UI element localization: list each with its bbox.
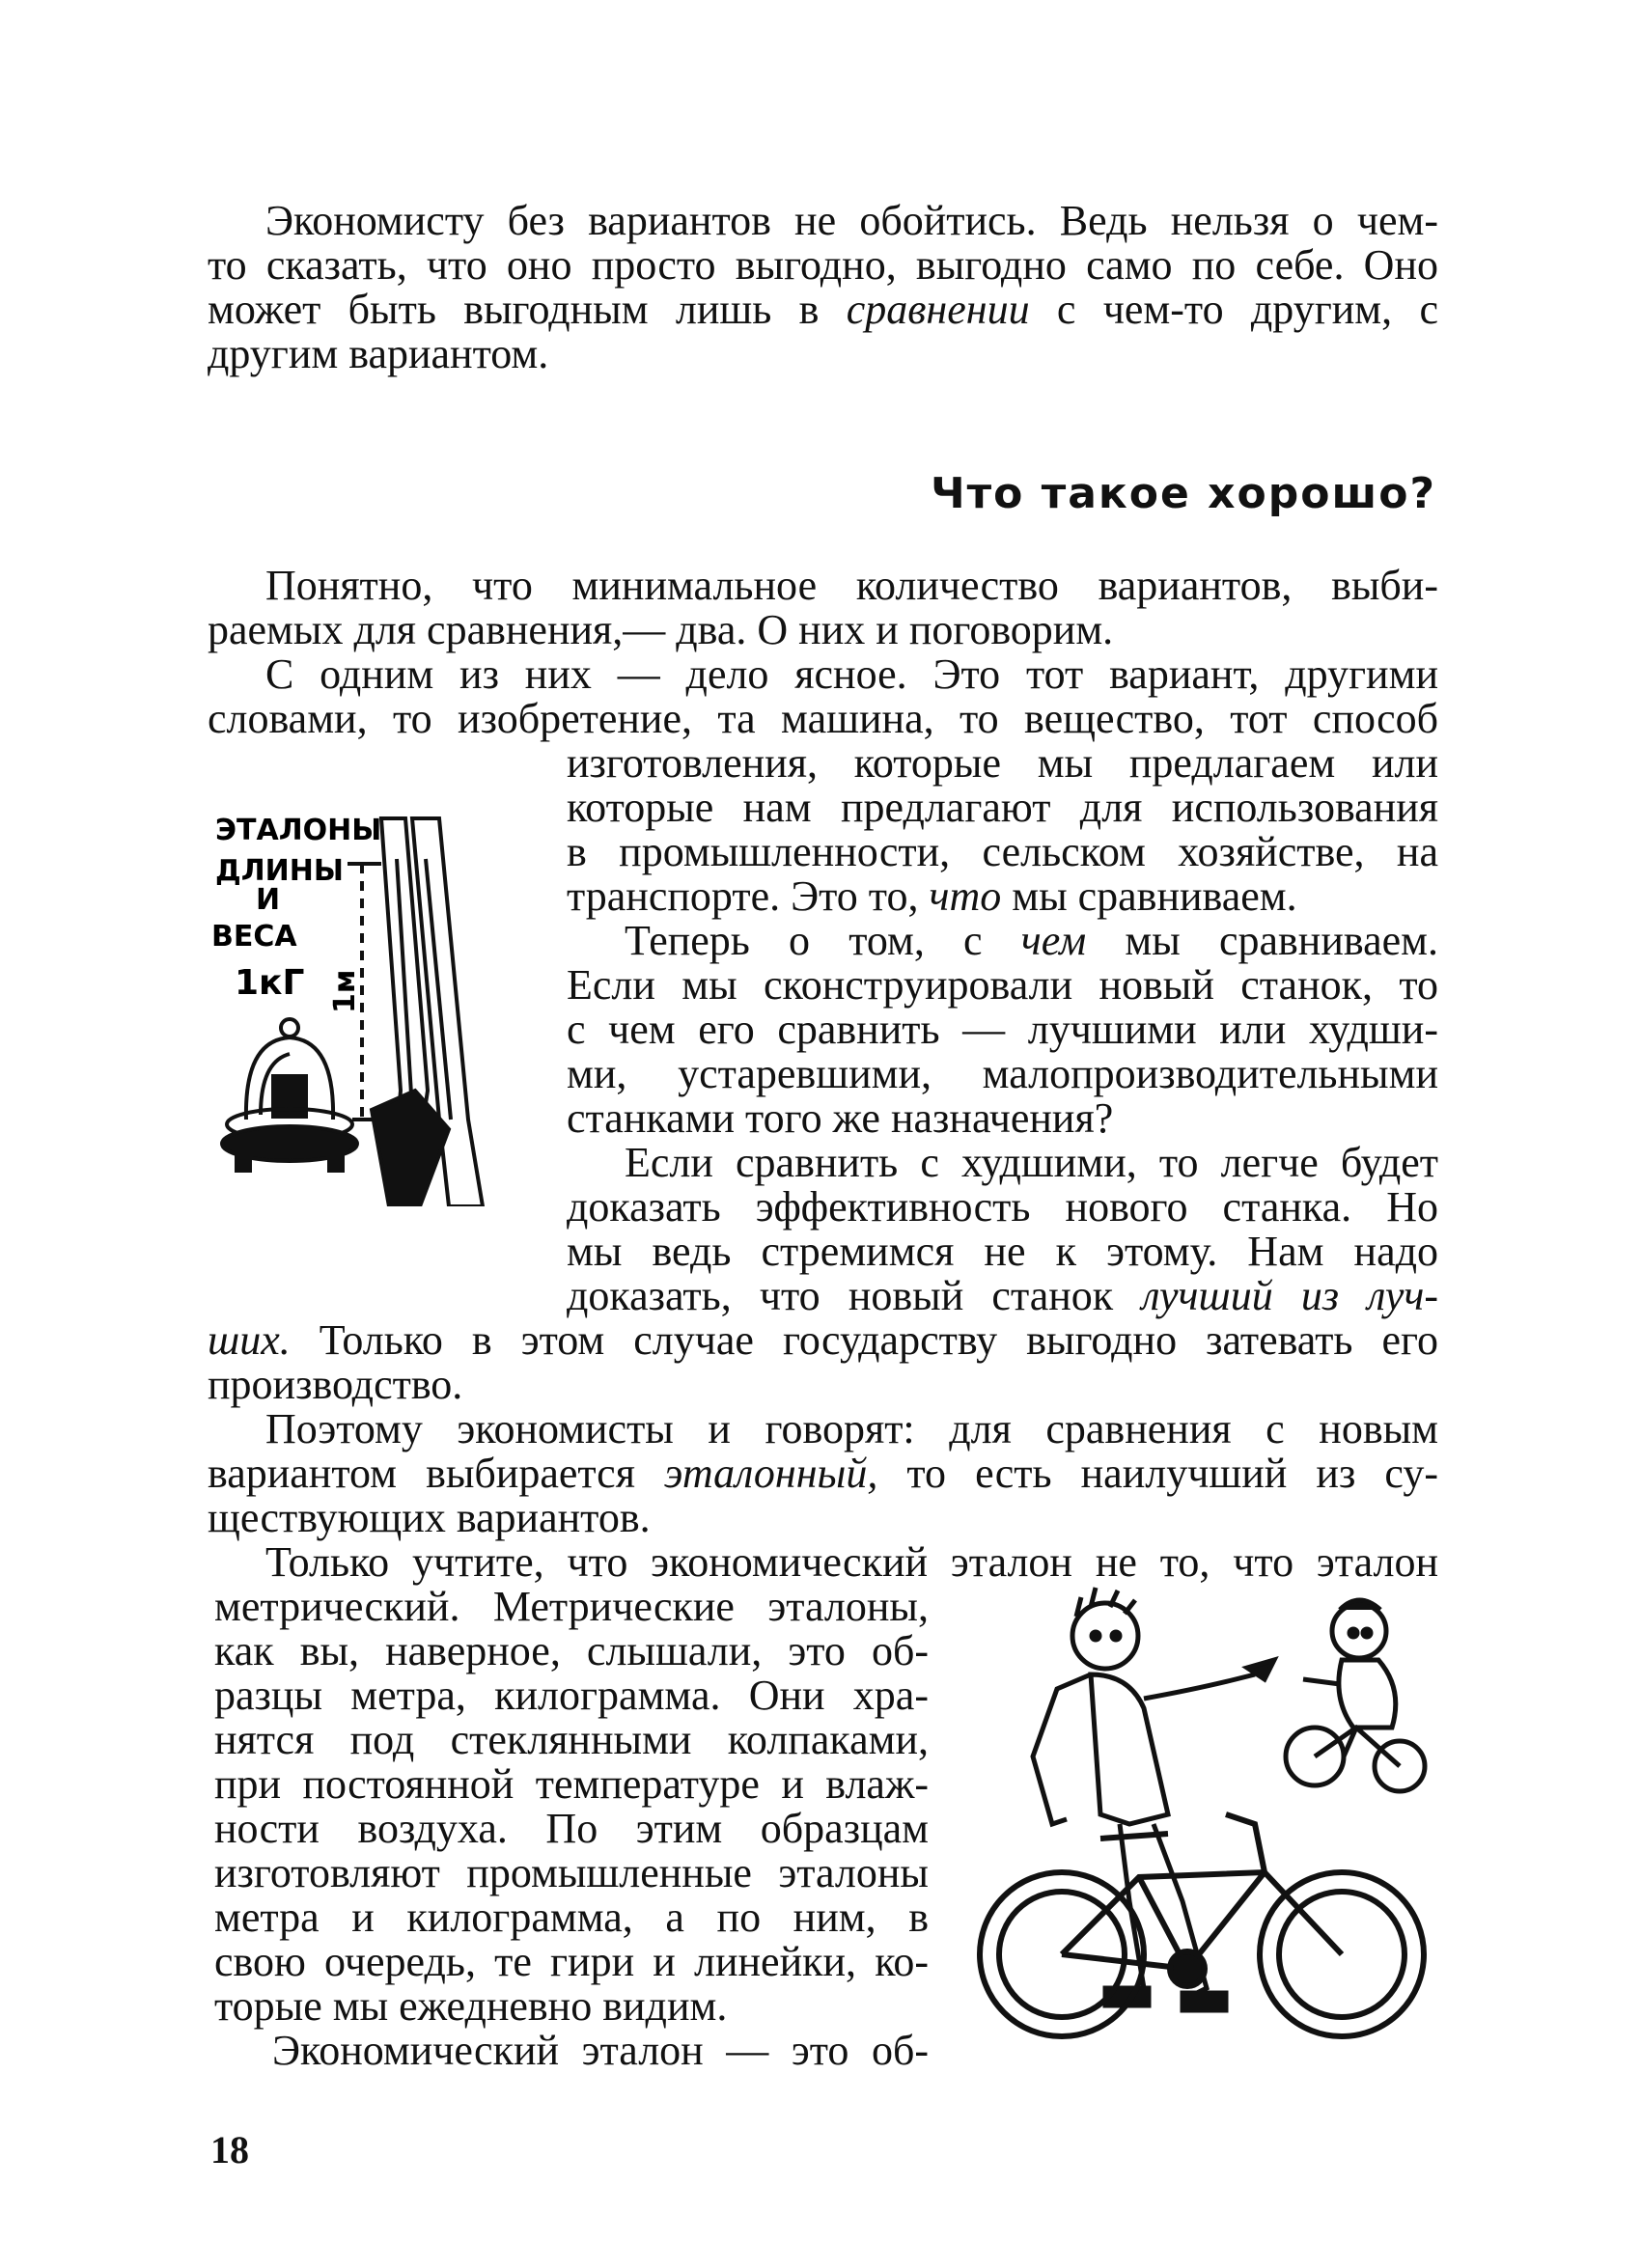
text-span: в промышленности, сельском хозяйстве, на bbox=[567, 828, 1438, 875]
text-line bbox=[567, 1052, 1438, 1096]
meter-bar-icon bbox=[348, 818, 483, 1206]
kilogram-weight-icon bbox=[222, 1019, 357, 1171]
text-line bbox=[208, 288, 1438, 332]
text-span: станками того же назначения? bbox=[567, 1094, 1114, 1142]
text-line bbox=[208, 243, 1438, 288]
text-span: транспорте. Это то, bbox=[567, 872, 930, 920]
text-span: Понятно, что минимальное количество вариантов, выби- bbox=[265, 562, 1438, 609]
text-span: с чем-то другим, с bbox=[1029, 286, 1438, 333]
text-span: Экономический эталон — это об- bbox=[272, 2027, 929, 2074]
text-line bbox=[214, 1895, 929, 1940]
text-span: вариантом выбирается bbox=[208, 1450, 665, 1497]
text-line: Экономисту без вариантов не обойтись. Ведь нельзя о чем- bbox=[265, 197, 1438, 244]
figure-label: ВЕСА bbox=[211, 920, 297, 954]
figure-bicycles bbox=[975, 1583, 1448, 2085]
text-line bbox=[567, 963, 1438, 1008]
text-line bbox=[208, 332, 1438, 376]
text-span: свою очередь, те гири и линейки, ко- bbox=[214, 1938, 929, 1985]
text-span: то есть наилучший из су- bbox=[877, 1450, 1438, 1497]
text-span: изготовления, которые мы предлагаем или bbox=[567, 739, 1438, 787]
text-line bbox=[567, 1274, 1438, 1318]
text-line bbox=[214, 1585, 929, 1629]
bicycles-illustration bbox=[975, 1583, 1448, 2085]
text-line bbox=[567, 1141, 1438, 1185]
text-span: доказать, что новый станок bbox=[567, 1272, 1142, 1319]
text-span: с чем его сравнить — лучшими или худши- bbox=[567, 1006, 1438, 1053]
text-span: разцы метра, килограмма. Они хра- bbox=[214, 1672, 929, 1719]
text-span: Только в этом случае государству выгодно затевать его bbox=[290, 1316, 1438, 1364]
text-span: доказать эффективность нового станка. Но bbox=[567, 1183, 1438, 1231]
text-line bbox=[208, 1540, 1438, 1585]
emphasis-text: ших. bbox=[208, 1316, 291, 1364]
text-line bbox=[567, 741, 1438, 786]
emphasis-text: что bbox=[929, 872, 1002, 920]
text-span: другим вариантом. bbox=[208, 330, 549, 377]
text-span: раемых для сравнения,— два. О них и поговорим. bbox=[208, 606, 1114, 653]
text-line bbox=[567, 1230, 1438, 1274]
text-span: Если сравнить с худшими, то легче будет bbox=[625, 1139, 1438, 1186]
text-line bbox=[214, 1718, 929, 1762]
text-span: мы сравниваем. bbox=[1001, 872, 1297, 920]
text-line bbox=[567, 919, 1438, 963]
text-line bbox=[567, 874, 1438, 919]
text-line bbox=[214, 1940, 929, 1984]
text-line bbox=[214, 1629, 929, 1673]
text-line bbox=[567, 1185, 1438, 1230]
text-span: которые нам предлагают для использования bbox=[567, 784, 1438, 831]
length-label: 1м bbox=[328, 969, 362, 1013]
text-span: С одним из них — дело ясное. Это тот вариант, другими bbox=[265, 650, 1438, 698]
text-line bbox=[208, 564, 1438, 608]
figure-label: ДЛИНЫ bbox=[215, 854, 344, 888]
text-line bbox=[214, 1673, 929, 1718]
text-line bbox=[567, 1096, 1438, 1141]
text-span: мы сравниваем. bbox=[1086, 917, 1438, 964]
small-bicycle-icon bbox=[1286, 1600, 1425, 1791]
figure-label: ЭТАЛОНЫ bbox=[215, 814, 382, 847]
text-line bbox=[208, 1407, 1438, 1452]
emphasis-text: лучший из луч- bbox=[1141, 1272, 1438, 1319]
text-span: мы ведь стремимся не к этому. Нам надо bbox=[567, 1228, 1438, 1275]
text-span: как вы, наверное, слышали, это об- bbox=[214, 1627, 929, 1674]
text-line bbox=[208, 652, 1438, 697]
figure-standards bbox=[208, 801, 497, 1206]
text-line bbox=[214, 1807, 929, 1851]
figure-label: И bbox=[256, 883, 281, 917]
text-span: ности воздуха. По этим образцам bbox=[214, 1805, 929, 1852]
text-line bbox=[208, 1363, 1438, 1407]
text-line bbox=[214, 1762, 929, 1807]
text-line bbox=[214, 1984, 929, 2029]
text-span: может быть выгодным лишь в bbox=[208, 286, 847, 333]
text-span: Поэтому экономисты и говорят: для сравнения с новым bbox=[265, 1405, 1438, 1452]
text-span: Если мы сконструировали новый станок, то bbox=[567, 961, 1438, 1009]
text-span: производство. bbox=[208, 1361, 463, 1408]
text-line bbox=[208, 1496, 1438, 1540]
page-number: 18 bbox=[210, 2128, 249, 2171]
text-span: то сказать, что оно просто выгодно, выгодно само по себе. Оно bbox=[208, 241, 1438, 289]
text-span: при постоянной температуре и влаж- bbox=[214, 1760, 929, 1808]
emphasis-text: эталонный, bbox=[664, 1450, 878, 1497]
text-line bbox=[567, 1008, 1438, 1052]
text-span: Теперь о том, с bbox=[625, 917, 1021, 964]
text-line bbox=[214, 2029, 929, 2073]
text-span: ми, устаревшими, малопроизводительными bbox=[567, 1050, 1438, 1097]
text-line bbox=[208, 1318, 1438, 1363]
text-line bbox=[567, 830, 1438, 874]
paragraph-intro bbox=[208, 199, 1438, 243]
section-heading: Что такое хорошо? bbox=[931, 469, 1436, 518]
text-line bbox=[208, 1452, 1438, 1496]
text-span: метра и килограмма, а по ним, в bbox=[214, 1894, 929, 1941]
text-line bbox=[567, 786, 1438, 830]
text-line bbox=[208, 697, 1438, 741]
text-line bbox=[208, 608, 1438, 652]
text-span: ществующих вариантов. bbox=[208, 1494, 651, 1541]
text-span: нятся под стеклянными колпаками, bbox=[214, 1716, 929, 1763]
weight-label: 1кГ bbox=[235, 963, 305, 1003]
text-span: Только учтите, что экономический эталон не то, что эталон bbox=[265, 1538, 1438, 1586]
emphasis-text: чем bbox=[1020, 917, 1087, 964]
emphasis-text: сравнении bbox=[846, 286, 1030, 333]
text-span: торые мы ежедневно видим. bbox=[214, 1982, 728, 2030]
text-line bbox=[214, 1851, 929, 1895]
text-span: метрический. Метрические эталоны, bbox=[214, 1583, 929, 1630]
text-span: изготовляют промышленные эталоны bbox=[214, 1849, 929, 1896]
standards-illustration bbox=[208, 801, 497, 1206]
text-span: словами, то изобретение, та машина, то вещество, тот способ bbox=[208, 695, 1438, 742]
